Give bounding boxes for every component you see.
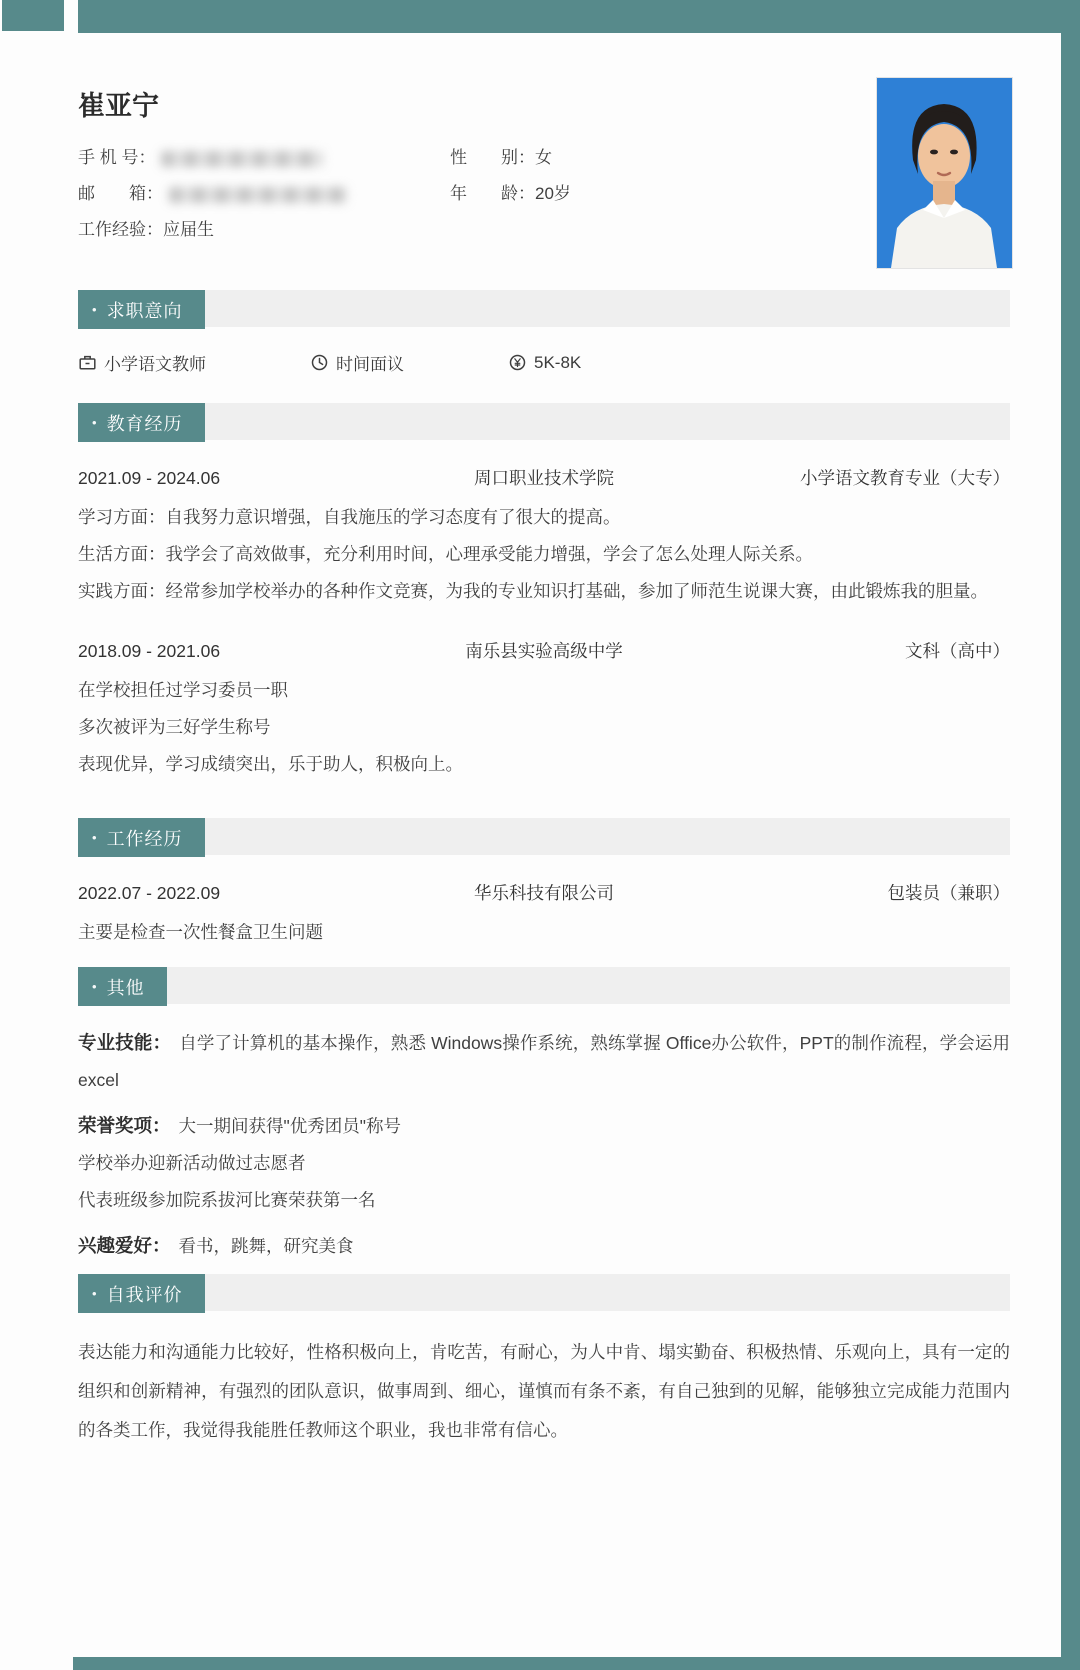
section-title-badge — [78, 1274, 205, 1313]
top-left-accent-square — [2, 0, 64, 31]
education-entry — [78, 638, 1010, 783]
badge-bullet: • — [92, 415, 98, 430]
entry-major: 文科（高中） — [905, 641, 1010, 661]
section-title: 工作经历 — [106, 828, 183, 849]
section-title-badge — [78, 967, 167, 1006]
intent-position — [78, 350, 310, 375]
entry-major: 小学语文教育专业（大专） — [800, 468, 1010, 488]
section-bar — [78, 818, 1010, 855]
id-photo — [877, 78, 1012, 268]
section-title-badge — [78, 818, 205, 857]
intent-salary-text: 5K-8K — [534, 352, 582, 372]
detail-line: 生活方面：我学会了高效做事，充分利用时间，心理承受能力增强，学会了怎么处理人际关系。 — [78, 544, 813, 564]
detail-line: 学习方面：自我努力意识增强，自我施压的学习态度有了很大的提高。 — [78, 507, 621, 527]
bottom-accent-bar — [73, 1657, 1080, 1670]
candidate-name: 崔亚宁 — [78, 91, 159, 121]
education-entry-head — [78, 465, 1010, 490]
entry-period: 2022.07 - 2022.09 — [78, 883, 221, 903]
section-job-intent — [78, 290, 1010, 375]
section-title-badge — [78, 403, 205, 442]
detail-line: 实践方面：经常参加学校举办的各种作文竞赛，为我的专业知识打基础，参加了师范生说课大赛，由此锻炼我的胆量。 — [78, 581, 988, 601]
skills-label: 专业技能： — [78, 1032, 172, 1053]
skills-block — [78, 1024, 1010, 1099]
honors-block — [78, 1107, 1010, 1145]
section-title: 教育经历 — [106, 413, 183, 434]
detail-line: 主要是检查一次性餐盒卫生问题 — [78, 922, 323, 942]
detail-line: 多次被评为三好学生称号 — [78, 717, 271, 737]
gender-field — [450, 143, 552, 168]
experience-label: 工作经验： — [78, 220, 163, 239]
hobbies-label: 兴趣爱好： — [78, 1235, 171, 1256]
education-entry-details — [78, 672, 1010, 783]
detail-line: 表现优异，学习成绩突出，乐于助人，积极向上。 — [78, 754, 463, 774]
section-title: 其他 — [106, 977, 145, 998]
education-entry-head — [78, 638, 1010, 663]
section-bar — [78, 1274, 1010, 1311]
honors-extra-line: 代表班级参加院系拔河比赛荣获第一名 — [78, 1190, 376, 1210]
entry-company: 华乐科技有限公司 — [474, 883, 614, 903]
entry-school: 南乐县实验高级中学 — [465, 641, 623, 661]
section-bar — [78, 403, 1010, 440]
email-field — [78, 179, 347, 204]
skills-text: 自学了计算机的基本操作，熟悉 Windows操作系统，熟练掌握 Office办公软件，PPT的制作流程，学会运用excel — [78, 1033, 1010, 1090]
intent-salary — [508, 353, 581, 373]
section-bar — [78, 967, 1010, 1004]
work-entry — [78, 880, 1010, 951]
entry-period: 2021.09 - 2024.06 — [78, 468, 221, 488]
entry-school: 周口职业技术学院 — [474, 468, 614, 488]
self-evaluation-text: 表达能力和沟通能力比较好，性格积极向上，肯吃苦，有耐心，为人中肯、塌实勤奋、积极热情、乐观向上，具有一定的组织和创新精神，有强烈的团队意识，做事周到、细心，谨慎而有条不紊，有自己独到的见解，能够独立完成能力范围内的各类工作，我觉得我能胜任教师这个职业，我也非常有信心。 — [78, 1342, 1010, 1440]
intent-time-text: 时间面议 — [336, 355, 404, 374]
experience-value: 应届生 — [163, 220, 214, 239]
hobbies-block — [78, 1227, 1010, 1265]
job-intent-row — [78, 350, 1010, 375]
age-value: 20岁 — [535, 184, 571, 203]
education-entry — [78, 465, 1010, 610]
age-field — [450, 179, 571, 204]
work-entry-details — [78, 914, 1010, 951]
detail-line: 在学校担任过学习委员一职 — [78, 680, 288, 700]
salary-icon — [508, 353, 527, 372]
hobbies-text: 看书，跳舞，研究美食 — [178, 1236, 354, 1256]
badge-bullet: • — [92, 979, 98, 994]
phone-value-redacted — [161, 151, 323, 167]
section-title: 求职意向 — [106, 300, 183, 321]
badge-bullet: • — [92, 302, 98, 317]
clock-icon — [310, 353, 329, 372]
phone-label: 手 机 号： — [78, 148, 156, 167]
honors-label: 荣誉奖项： — [78, 1115, 171, 1136]
entry-period: 2018.09 - 2021.06 — [78, 641, 221, 661]
intent-time — [310, 350, 508, 375]
section-bar — [78, 290, 1010, 327]
email-label: 邮 箱： — [78, 184, 163, 203]
experience-field — [78, 215, 214, 240]
honors-extra-line: 学校举办迎新活动做过志愿者 — [78, 1153, 306, 1173]
email-value-redacted — [169, 187, 347, 203]
gender-label: 性 别： — [450, 148, 535, 167]
section-work — [78, 818, 1010, 951]
section-other — [78, 967, 1010, 1265]
work-entry-head — [78, 880, 1010, 905]
right-accent-bar — [1061, 0, 1080, 1670]
entry-role: 包装员（兼职） — [887, 883, 1010, 903]
age-label: 年 龄： — [450, 184, 535, 203]
badge-bullet: • — [92, 830, 98, 845]
intent-position-text: 小学语文教师 — [104, 355, 206, 374]
gender-value: 女 — [535, 148, 552, 167]
section-self-evaluation — [78, 1274, 1010, 1450]
phone-field — [78, 143, 323, 168]
section-title: 自我评价 — [106, 1284, 183, 1305]
top-accent-bar — [78, 0, 1080, 33]
section-education — [78, 403, 1010, 783]
section-title-badge — [78, 290, 205, 329]
id-photo-graphic — [877, 78, 1012, 268]
honors-text: 大一期间获得"优秀团员"称号 — [178, 1116, 401, 1136]
badge-bullet: • — [92, 1286, 98, 1301]
education-entry-details — [78, 499, 1010, 610]
briefcase-icon — [78, 353, 97, 372]
